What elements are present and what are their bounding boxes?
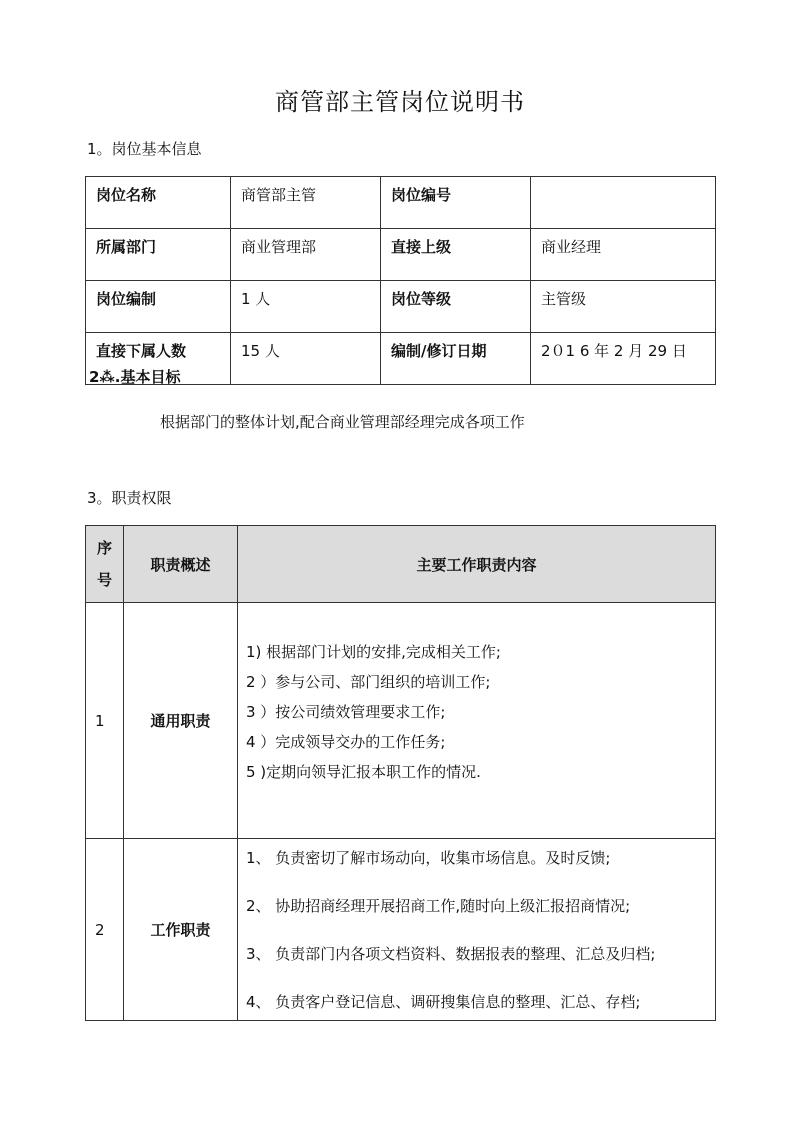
table-row	[86, 281, 716, 333]
info-value: 主管级	[531, 281, 716, 333]
list-item: 3、 负责部门内各项文档资料、数据报表的整理、汇总及归档;	[246, 945, 656, 963]
table-header-row	[86, 526, 716, 603]
table-row	[86, 229, 716, 281]
info-value: 1 人	[231, 281, 381, 333]
info-value: 商业经理	[531, 229, 716, 281]
table-row	[86, 839, 716, 1021]
info-value: 商业管理部	[231, 229, 381, 281]
duties-table	[85, 525, 716, 1021]
info-label: 直接下属人数	[86, 333, 231, 385]
list-item: 4 ）完成领导交办的工作任务;	[246, 733, 446, 751]
info-value: 2０1 6 年 2 月 29 日	[531, 333, 716, 385]
info-value: 15 人	[231, 333, 381, 385]
content-column-header: 主要工作职责内容	[238, 526, 716, 603]
section-2-heading: 2⁂.基本目标	[89, 368, 181, 386]
info-label: 所属部门	[86, 229, 231, 281]
duty-summary: 通用职责	[124, 603, 238, 839]
info-value	[531, 177, 716, 229]
duty-seq: 2	[86, 839, 124, 1021]
info-label: 岗位名称	[86, 177, 231, 229]
info-label: 岗位编号	[381, 177, 531, 229]
list-item: 3 ）按公司绩效管理要求工作;	[246, 703, 446, 721]
info-label: 直接上级	[381, 229, 531, 281]
duty-content	[238, 603, 716, 839]
list-item: 2 ）参与公司、部门组织的培训工作;	[246, 673, 491, 691]
basic-goal-text: 根据部门的整体计划,配合商业管理部经理完成各项工作	[160, 413, 525, 431]
table-row	[86, 603, 716, 839]
info-value: 商管部主管	[231, 177, 381, 229]
info-label: 编制/修订日期	[381, 333, 531, 385]
list-item: 5 )定期向领导汇报本职工作的情况.	[246, 763, 481, 781]
summary-column-header: 职责概述	[124, 526, 238, 603]
duty-seq: 1	[86, 603, 124, 839]
document-title: 商管部主管岗位说明书	[275, 88, 525, 116]
basic-info-table	[85, 176, 716, 385]
list-item: 1、 负责密切了解市场动向，收集市场信息。及时反馈;	[246, 849, 611, 867]
seq-column-header: 序 号	[86, 526, 124, 603]
section-1-heading: 1。岗位基本信息	[87, 140, 202, 158]
duty-summary: 工作职责	[124, 839, 238, 1021]
section-3-heading: 3。职责权限	[87, 489, 172, 507]
list-item: 2、 协助招商经理开展招商工作,随时向上级汇报招商情况;	[246, 897, 631, 915]
info-label: 岗位等级	[381, 281, 531, 333]
list-item: 1) 根据部门计划的安排,完成相关工作;	[246, 643, 501, 661]
list-item: 4、 负责客户登记信息、调研搜集信息的整理、汇总、存档;	[246, 993, 641, 1011]
info-label: 岗位编制	[86, 281, 231, 333]
table-row	[86, 177, 716, 229]
duty-content	[238, 839, 716, 1021]
